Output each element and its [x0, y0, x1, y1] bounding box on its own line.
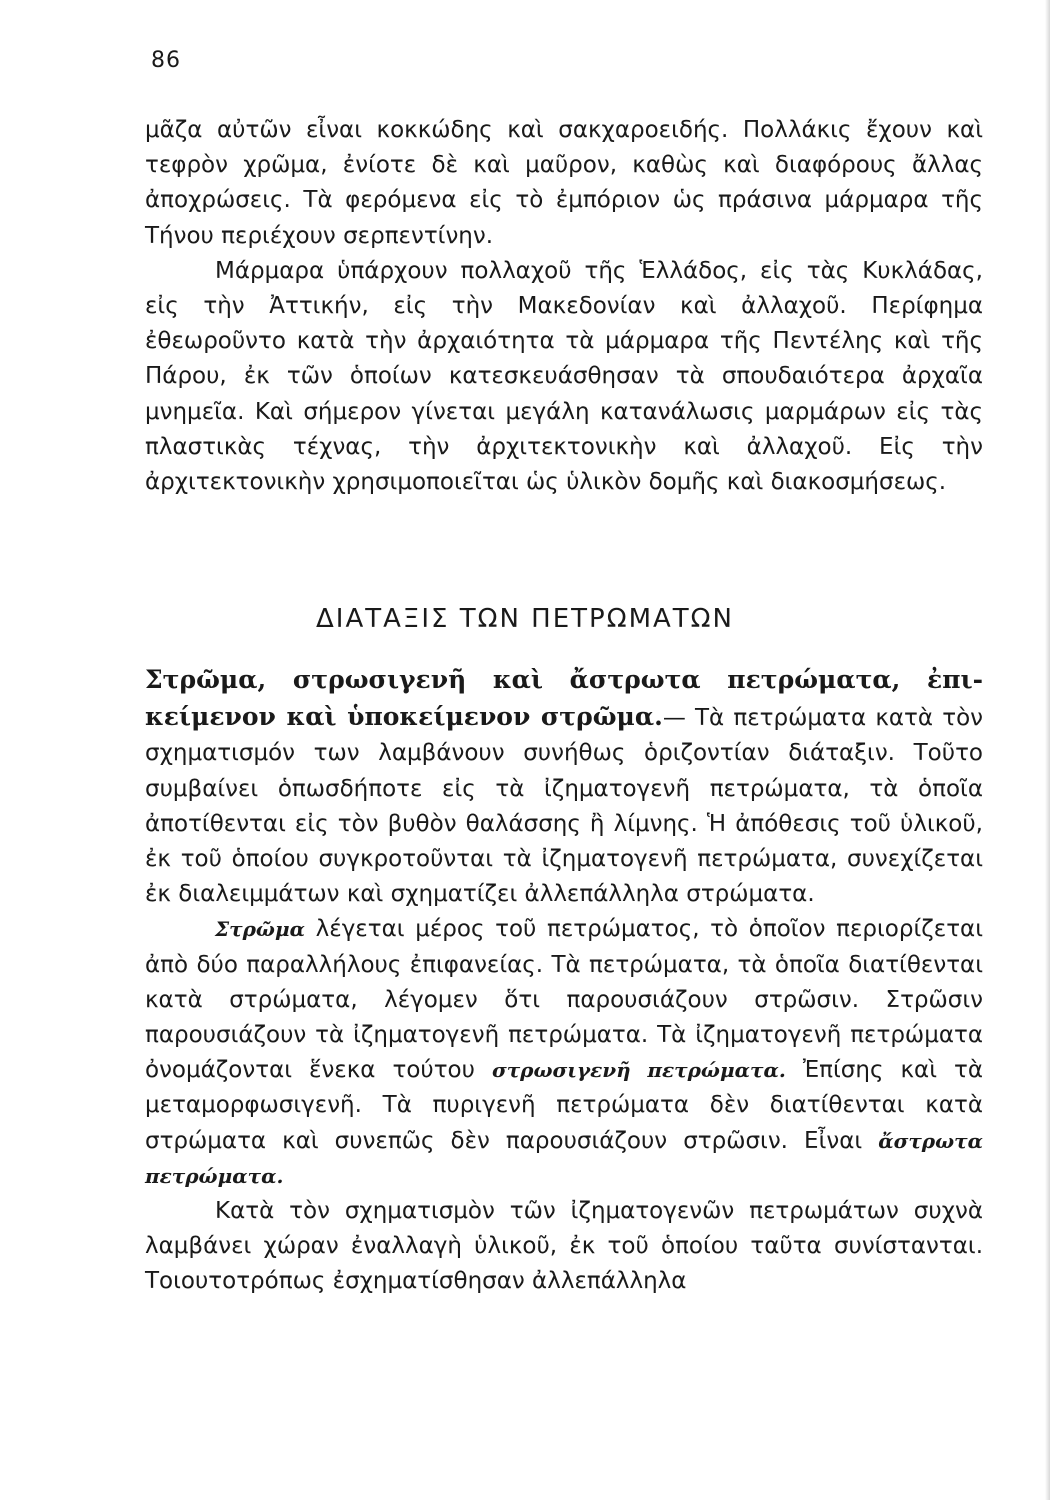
term-astrota: ἄστρωτα πετρώματα. [145, 1128, 983, 1188]
subsection-title: Στρῶμα, στρωσιγενῆ καὶ ἄστρωτα πετρώματα, ἐπικείμενον καὶ ὑποκείμενον στρῶμα. [145, 665, 983, 732]
section-paragraph-1 [145, 662, 983, 912]
intro-paragraph-1: μᾶζα αὐτῶν εἶναι κοκκώδης καὶ σακχαροειδής. Πολλάκις ἔχουν καὶ τεφρὸν χρῶμα, ἐνίοτε δὲ καὶ μαῦρον, καθὼς καὶ διαφόρους ἄλλας ἀποχρώσεις. Τὰ φερόμενα εἰς τὸ ἐμπόριον ὡς πράσινα μάρμαρα τῆς Τήνου περιέχουν σερπεντίνην. [145, 117, 983, 249]
section-paragraph-2 [145, 912, 983, 1194]
term-strosigeni: στρωσιγενῆ πετρώματα. [491, 1058, 786, 1083]
paragraph-2-text-b: Ἐπίσης καὶ τὰ μεταμορφωσιγενῆ. Τὰ πυριγενῆ πετρώματα δὲν διατίθενται κατὰ στρώματα καὶ συνεπῶς δὲν παρουσιάζουν στρῶσιν. Εἶναι [145, 1057, 984, 1154]
page-number: 86 [151, 48, 181, 73]
paragraph-2-text-a: λέγεται μέρος τοῦ πετρώματος, τὸ ὁποῖον περιορίζεται ἀπὸ δύο παραλλήλους ἐπιφανείας. Τὰ πετρώματα, τὰ ὁποῖα διατίθενται κατὰ στρώματα, λέγομεν ὅτι παρουσιάζουν στρῶσιν. Στρῶσιν παρουσιάζουν τὰ ἰζηματογενῆ πετρώματα. Τὰ ἰζηματογενῆ πετρώματα ὀνομάζονται ἕνεκα τούτου [145, 916, 983, 1084]
intro-paragraph-2: Μάρμαρα ὑπάρχουν πολλαχοῦ τῆς Ἑλλάδος, εἰς τὰς Κυκλάδας, εἰς τὴν Ἀττικήν, εἰς τὴν Μακεδονίαν καὶ ἀλλαχοῦ. Περίφημα ἐθεωροῦντο κατὰ τὴν ἀρχαιότητα τὰ μάρμαρα τῆς Πεντέλης καὶ τῆς Πάρου, ἐκ τῶν ὁποίων κατεσκευάσθησαν τὰ σπουδαιότερα ἀρχαῖα μνημεῖα. Καὶ σήμερον γίνεται μεγάλη κατανάλωσις μαρμάρων εἰς τὰς πλαστικὰς τέχνας, τὴν ἀρχιτεκτονικὴν καὶ ἀλλαχοῦ. Εἰς τὴν ἀρχιτεκτονικὴν χρησιμοποιεῖται ὡς ὑλικὸν δομῆς καὶ διακοσμήσεως. [145, 257, 983, 496]
term-stroma: Στρῶμα [215, 917, 305, 942]
intro-text [145, 113, 983, 500]
subsection-text: — Τὰ πετρώματα κατὰ τὸν σχηματισμόν των λαμβάνουν συνήθως ὁριζοντίαν διάταξιν. Τοῦτο συμβαίνει ὁπωσδήποτε εἰς τὰ ἰζηματογενῆ πετρώματα, τὰ ὁποῖα ἀποτίθενται εἰς τὸν βυθὸν θαλάσσης ἢ λίμνης. Ἡ ἀπόθεσις τοῦ ὑλικοῦ, ἐκ τοῦ ὁποίου συγκροτοῦνται τὰ ἰζηματογενῆ πετρώματα, συνεχίζεται ἐκ διαλειμμάτων καὶ σχηματίζει ἀλλεπάλληλα στρώματα. [145, 705, 983, 908]
section-paragraph-3: Κατὰ τὸν σχηματισμὸν τῶν ἰζηματογενῶν πετρωμάτων συχνὰ λαμβάνει χώραν ἐναλλαγὴ ὑλικοῦ, ἐκ τοῦ ὁποίου ταῦτα συνίστανται. Τοιουτοτρόπως ἐσχηματίσθησαν ἀλλεπάλληλα [145, 1198, 983, 1295]
page-edge-shadow [1045, 0, 1050, 1500]
section-body [145, 662, 983, 1300]
section-heading: ΔΙΑΤΑΞΙΣ ΤΩΝ ΠΕΤΡΩΜΑΤΩΝ [316, 604, 734, 634]
